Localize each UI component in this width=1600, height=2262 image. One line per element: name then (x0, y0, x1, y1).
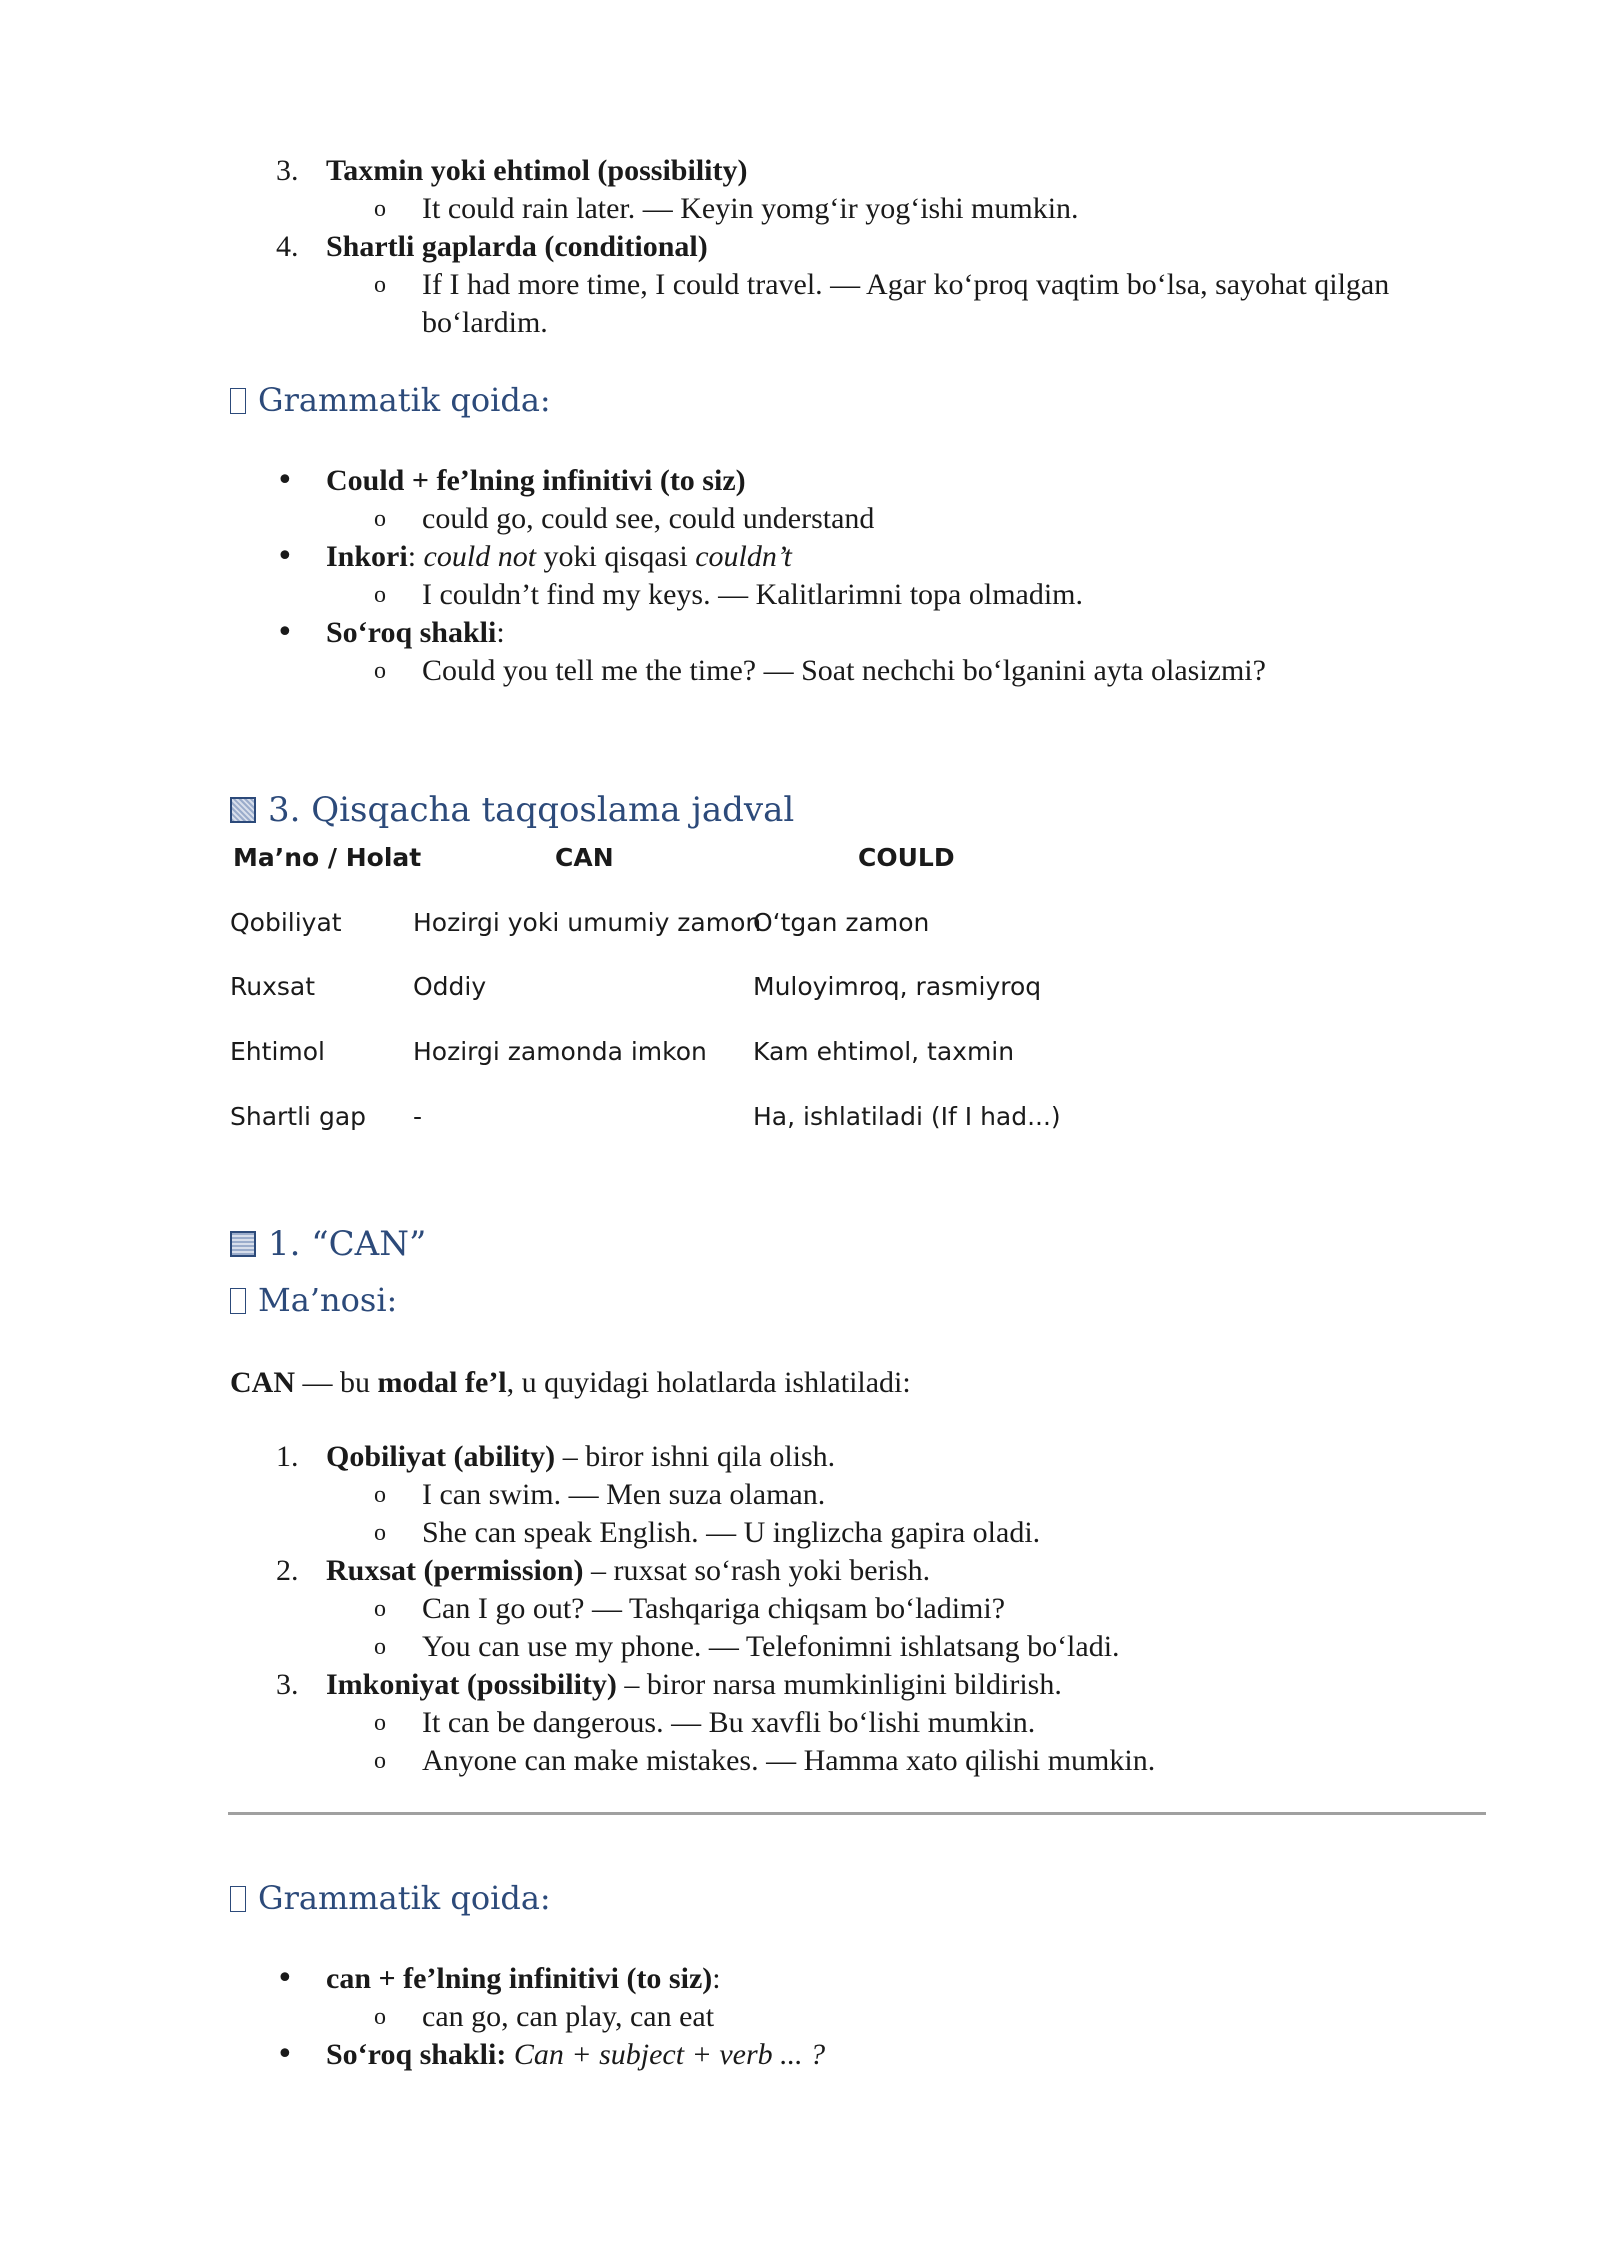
example-text: Could you tell me the time? — Soat nechchi bo‘lganini ayta olasizmi? (422, 654, 1266, 687)
example-text: You can use my phone. — Telefonimni ishlatsang bo‘ladi. (422, 1630, 1120, 1663)
example-text: Can I go out? — Tashqariga chiqsam bo‘ladimi? (422, 1592, 1006, 1625)
dot-bullet: • (276, 2037, 294, 2072)
table-cell: Hozirgi yoki umumiy zamon (413, 908, 762, 937)
square-icon (230, 1231, 256, 1257)
table-cell: Oddiy (413, 972, 487, 1001)
example-text: She can speak English. — U inglizcha gapira oladi. (422, 1516, 1041, 1549)
grammar-rule: Inkori: could not yoki qisqasi couldn’t (326, 540, 792, 573)
example-text: Anyone can make mistakes. — Hamma xato qilishi mumkin. (422, 1744, 1156, 1777)
list-number: 3. (276, 154, 299, 187)
horizontal-rule (228, 1812, 1486, 1815)
table-cell: Kam ehtimol, taxmin (753, 1037, 1015, 1066)
grammar-heading: Grammatik qoida: (230, 1878, 551, 1918)
grammar-rule: So‘roq shakli: Can + subject + verb ... ? (326, 2038, 826, 2071)
table-header: CAN (555, 843, 614, 872)
example-text: I can swim. — Men suza olaman. (422, 1478, 826, 1511)
list-number: 3. (276, 1668, 299, 1701)
dot-bullet: • (276, 615, 294, 650)
circle-bullet: o (374, 1634, 386, 1660)
list-item-title: Taxmin yoki ehtimol (possibility) (326, 154, 748, 187)
table-cell: Ehtimol (230, 1037, 325, 1066)
table-cell: Shartli gap (230, 1102, 367, 1131)
dot-bullet: • (276, 1961, 294, 1996)
list-item-title: Ruxsat (permission) – ruxsat so‘rash yoki berish. (326, 1554, 931, 1587)
table-cell: - (413, 1102, 423, 1131)
table-header: COULD (858, 843, 955, 872)
comparison-heading: 3. Qisqacha taqqoslama jadval (230, 788, 794, 832)
table-cell: Ruxsat (230, 972, 316, 1001)
table-cell: Muloyimroq, rasmiyroq (753, 972, 1042, 1001)
placeholder-icon (230, 1886, 246, 1912)
grammar-rule: can + fe’lning infinitivi (to siz): (326, 1962, 721, 1995)
circle-bullet: o (374, 1748, 386, 1774)
example-text: could go, could see, could understand (422, 502, 875, 535)
meaning-heading: Ma’nosi: (230, 1280, 397, 1320)
circle-bullet: o (374, 1710, 386, 1736)
list-number: 4. (276, 230, 299, 263)
table-cell: Qobiliyat (230, 908, 342, 937)
dot-bullet: • (276, 539, 294, 574)
table-cell: Hozirgi zamonda imkon (413, 1037, 707, 1066)
dot-bullet: • (276, 463, 294, 498)
table-cell: O‘tgan zamon (753, 908, 930, 937)
example-text: If I had more time, I could travel. — Agar ko‘proq vaqtim bo‘lsa, sayohat qilgan (422, 268, 1390, 301)
intro-paragraph: CAN — bu modal fe’l, u quyidagi holatlarda ishlatiladi: (230, 1366, 911, 1399)
circle-bullet: o (374, 658, 386, 684)
example-text: can go, can play, can eat (422, 2000, 715, 2033)
list-item-title: Shartli gaplarda (conditional) (326, 230, 708, 263)
circle-bullet: o (374, 506, 386, 532)
placeholder-icon (230, 1288, 246, 1314)
grammar-heading: Grammatik qoida: (230, 380, 551, 420)
circle-bullet: o (374, 1596, 386, 1622)
example-text: It could rain later. — Keyin yomg‘ir yog‘ishi mumkin. (422, 192, 1079, 225)
table-cell: Ha, ishlatiladi (If I had...) (753, 1102, 1061, 1131)
can-heading: 1. “CAN” (230, 1222, 426, 1266)
list-number: 2. (276, 1554, 299, 1587)
grammar-rule: So‘roq shakli: (326, 616, 505, 649)
placeholder-icon (230, 388, 246, 414)
table-header: Ma’no / Holat (233, 843, 422, 872)
example-text-continued: bo‘lardim. (422, 306, 548, 339)
circle-bullet: o (374, 2004, 386, 2030)
example-text: It can be dangerous. — Bu xavfli bo‘lishi mumkin. (422, 1706, 1036, 1739)
list-item-title: Qobiliyat (ability) – biror ishni qila olish. (326, 1440, 836, 1473)
list-item-title: Imkoniyat (possibility) – biror narsa mumkinligini bildirish. (326, 1668, 1062, 1701)
circle-bullet: o (374, 1520, 386, 1546)
example-text: I couldn’t find my keys. — Kalitlarimni topa olmadim. (422, 578, 1084, 611)
circle-bullet: o (374, 196, 386, 222)
list-number: 1. (276, 1440, 299, 1473)
circle-bullet: o (374, 1482, 386, 1508)
circle-bullet: o (374, 272, 386, 298)
grammar-rule: Could + fe’lning infinitivi (to siz) (326, 464, 746, 497)
square-icon (230, 797, 256, 823)
circle-bullet: o (374, 582, 386, 608)
